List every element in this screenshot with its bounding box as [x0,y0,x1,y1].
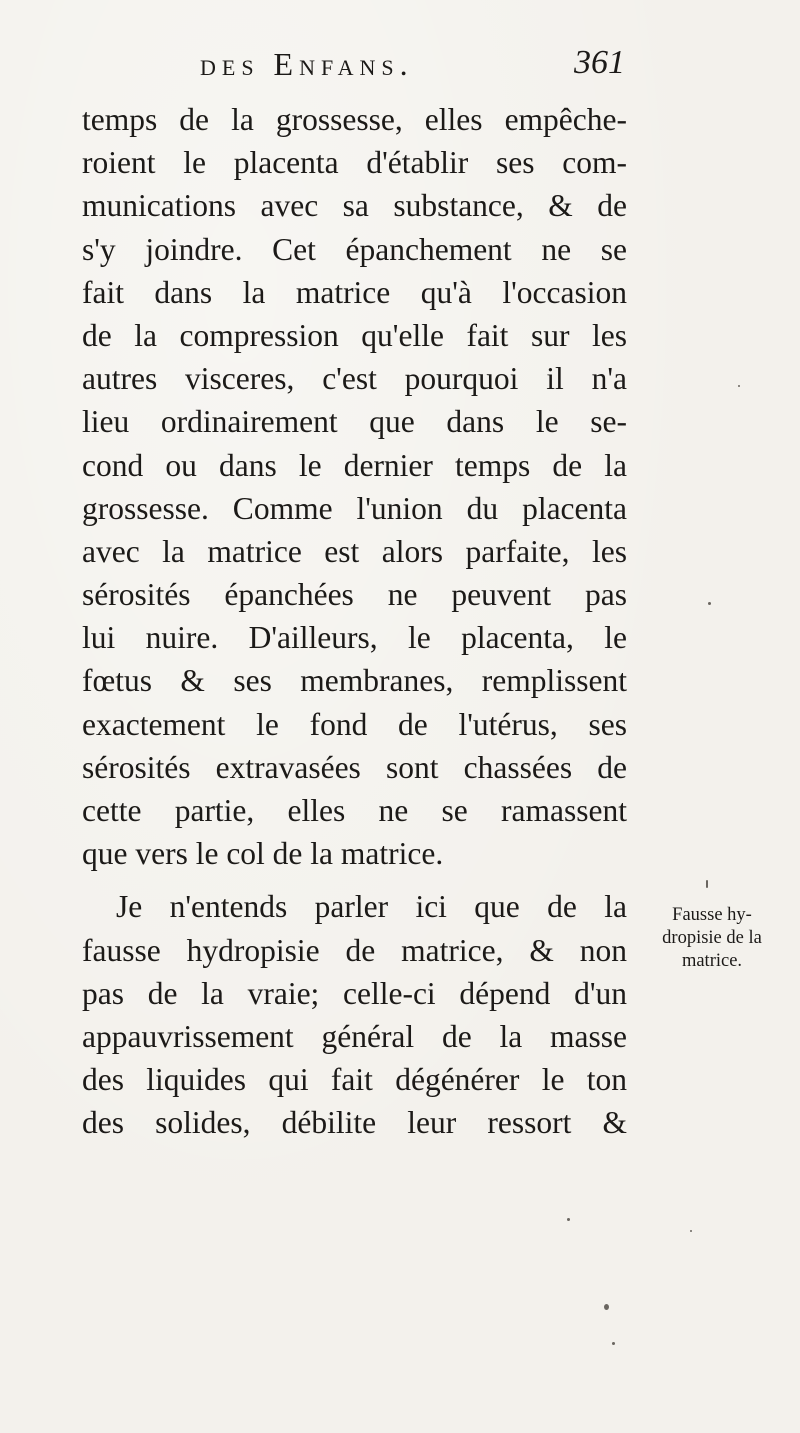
text-line: pas de la vraie; celle-ci dépend d'un [82,975,627,1011]
paper-speck [612,1342,615,1345]
text-line: que vers le col de la matrice. [82,836,444,872]
page-number: 361 [574,44,625,81]
text-line: fait dans la matrice qu'à l'occasion [82,274,627,310]
text-line: sérosités épanchées ne peuvent pas [82,577,627,613]
text-line: des solides, débilite leur ressort & [82,1105,627,1141]
paragraph-1 [82,98,627,875]
paper-speck [708,602,711,605]
text-line: fausse hydropisie de matrice, & non [82,932,627,968]
text-line: cond ou dans le dernier temps de la [82,447,627,483]
marginal-note-line: Fausse hy- [672,905,752,925]
paragraph-2 [82,885,627,1144]
text-line: fœtus & ses membranes, remplissent [82,663,627,699]
paper-speck [690,1230,692,1232]
body-text [82,98,627,1145]
paper-speck [604,1304,609,1310]
text-line: sérosités extravasées sont chassées de [82,749,627,785]
text-line: s'y joindre. Cet épanchement ne se [82,231,627,267]
text-line: lieu ordinairement que dans le se- [82,404,627,440]
text-line: appauvrissement général de la masse [82,1018,627,1054]
text-line: lui nuire. D'ailleurs, le placenta, le [82,620,627,656]
marginal-note-line: dropisie de la [662,928,762,948]
text-line: Je n'entends parler ici que de la [116,889,627,925]
paper-speck [567,1218,570,1221]
text-line: des liquides qui fait dégénérer le ton [82,1062,627,1098]
text-line: avec la matrice est alors parfaite, les [82,533,627,569]
running-title: des Enfans. [200,46,414,82]
text-line: autres visceres, c'est pourquoi il n'a [82,361,627,397]
text-line: grossesse. Comme l'union du placenta [82,490,627,526]
text-line: roient le placenta d'établir ses com- [82,145,627,181]
paper-speck [706,880,708,888]
marginal-note-line: matrice. [681,951,743,971]
paper-speck [738,385,740,387]
text-line: temps de la grossesse, elles empêche- [82,102,627,137]
marginal-note [632,904,792,973]
text-line: munications avec sa substance, & de [82,188,627,224]
running-head [200,42,625,92]
text-line: de la compression qu'elle fait sur les [82,317,627,353]
text-line: cette partie, elles ne se ramassent [82,793,627,828]
text-line: exactement le fond de l'utérus, ses [82,706,627,742]
